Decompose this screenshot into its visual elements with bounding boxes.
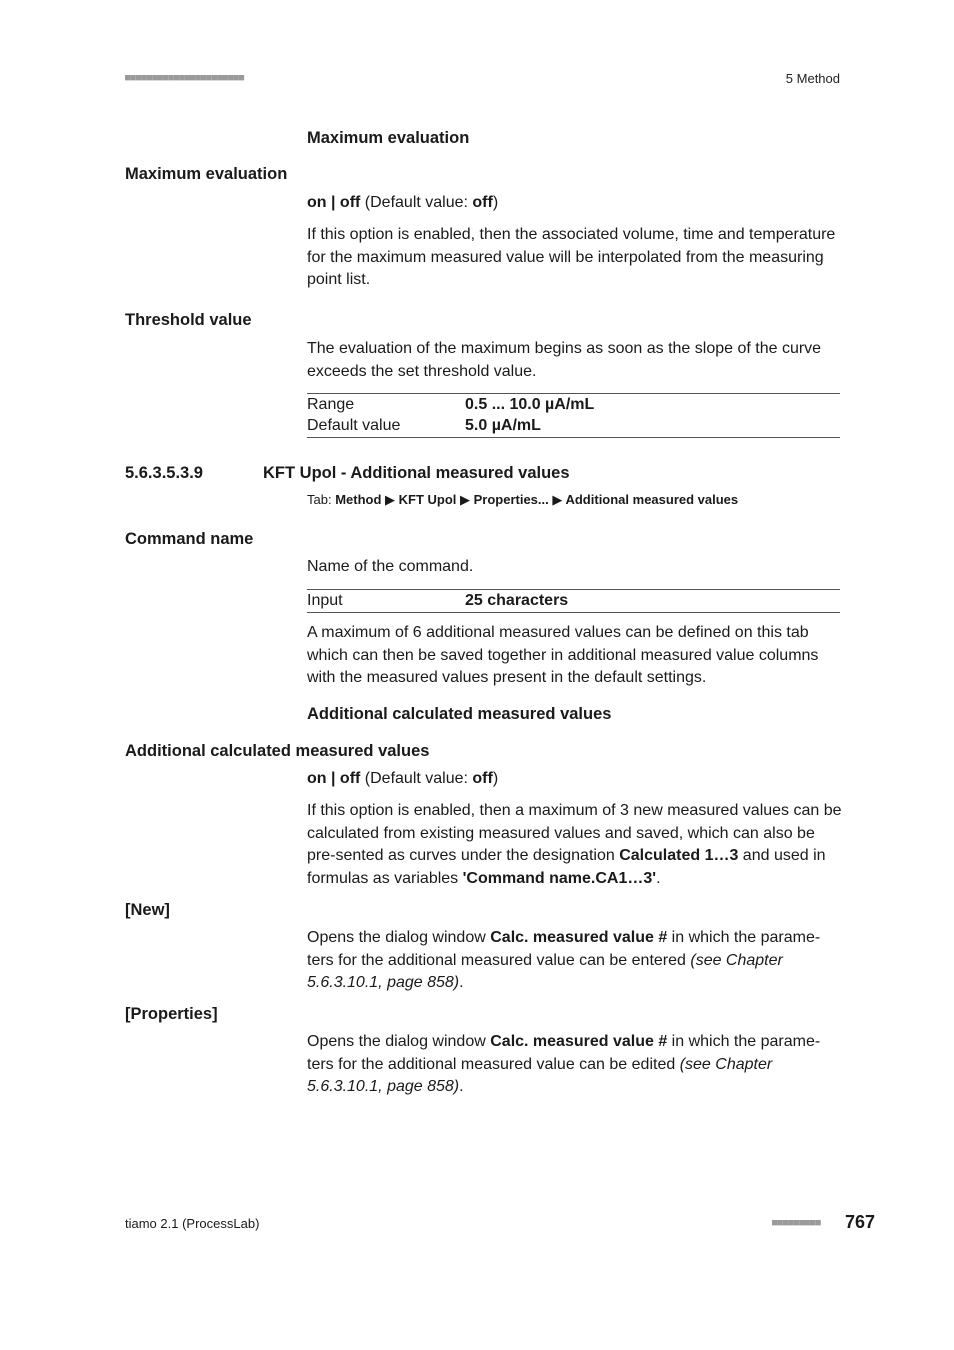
text-run: . (459, 974, 464, 991)
table-row (307, 416, 840, 438)
table-value: 5.0 µA/mL (465, 417, 541, 435)
text-run: . (656, 869, 661, 887)
page-number: 767 (845, 1212, 876, 1232)
header-decoration: ■■■■■■■■■■■■■■■■■■■■■■ (125, 73, 245, 83)
text-bold: Calc. measured value # (490, 1033, 668, 1050)
table-row (307, 394, 840, 416)
term-command-name: Command name (125, 530, 254, 548)
subheading-additional-calculated: Additional calculated measured values (307, 705, 612, 723)
threshold-table (307, 393, 840, 438)
text-run: . (459, 1078, 464, 1095)
default-prefix: (Default value: (360, 770, 473, 787)
chapter-reference-link[interactable]: (see Chapter 5.6.3.10.1, page 858) (307, 951, 783, 991)
description-properties-button (307, 1031, 842, 1099)
default-suffix: ) (492, 194, 499, 211)
text-run: Opens the dialog window (307, 929, 491, 946)
text-bold: 'Command name.CA1…3' (462, 869, 657, 887)
table-key: Input (307, 591, 343, 609)
default-suffix: ) (492, 770, 499, 787)
table-value: 0.5 ... 10.0 µA/mL (465, 395, 595, 413)
text-run: in which the parame-ters for the additional measured value can be edited (307, 1033, 821, 1073)
description-maximum-evaluation: If this option is enabled, then the associated volume, time and temperature for the maximum measured value will be interpolated from the measuring point list. (307, 226, 836, 288)
text-run: If this option is enabled, then a maximum of 3 new measured values can be calculated from existing measured values and saved, which can also be pre-sented as curves under the designation (307, 802, 842, 864)
section-number: 5.6.3.5.3.9 (125, 464, 203, 482)
on-off-label: on | off (307, 194, 361, 211)
chapter-label: 5 Method (785, 71, 840, 86)
footer-decoration: ■■■■■■■■■ (772, 1218, 821, 1228)
footer-product: tiamo 2.1 (ProcessLab) (125, 1216, 260, 1231)
options-maximum-evaluation (307, 192, 842, 215)
description-threshold-value: The evaluation of the maximum begins as soon as the slope of the curve exceeds the set threshold value. (307, 340, 822, 380)
text-run: Opens the dialog window (307, 1033, 491, 1050)
section-title: KFT Upol - Additional measured values (263, 464, 570, 482)
subheading-maximum-evaluation: Maximum evaluation (307, 129, 470, 147)
term-new-button: [New] (125, 901, 170, 919)
description-additional-calculated (307, 800, 842, 890)
text-run: in which the parame-ters for the additional measured value can be entered (307, 929, 821, 969)
table-value: 25 characters (465, 591, 569, 609)
text-run: and used in formulas as variables (307, 847, 826, 887)
command-name-table (307, 589, 840, 613)
tab-path-value: Method ▶ KFT Upol ▶ Properties... ▶ Additional measured values (335, 492, 739, 507)
table-key: Range (307, 395, 355, 413)
default-prefix: (Default value: (360, 194, 473, 211)
note-command-name: A maximum of 6 additional measured values can be defined on this tab which can then be saved together in additional measured value columns with the measured values present in the default settings. (307, 624, 819, 686)
term-maximum-evaluation: Maximum evaluation (125, 165, 288, 183)
text-bold: Calc. measured value # (490, 929, 668, 946)
description-command-name: Name of the command. (307, 558, 474, 575)
tab-prefix: Tab: (307, 492, 336, 507)
text-bold: Calculated 1…3 (619, 847, 739, 864)
options-additional-calculated (307, 768, 842, 791)
table-key: Default value (307, 417, 401, 435)
on-off-label: on | off (307, 770, 361, 787)
tab-path (307, 492, 738, 508)
term-threshold-value: Threshold value (125, 311, 252, 329)
description-new-button (307, 927, 842, 995)
default-value: off (472, 770, 493, 787)
chapter-reference-link[interactable]: (see Chapter 5.6.3.10.1, page 858) (307, 1055, 773, 1095)
table-row (307, 590, 840, 612)
term-additional-calculated: Additional calculated measured values (125, 742, 430, 760)
default-value: off (472, 194, 493, 211)
term-properties-button: [Properties] (125, 1005, 218, 1023)
